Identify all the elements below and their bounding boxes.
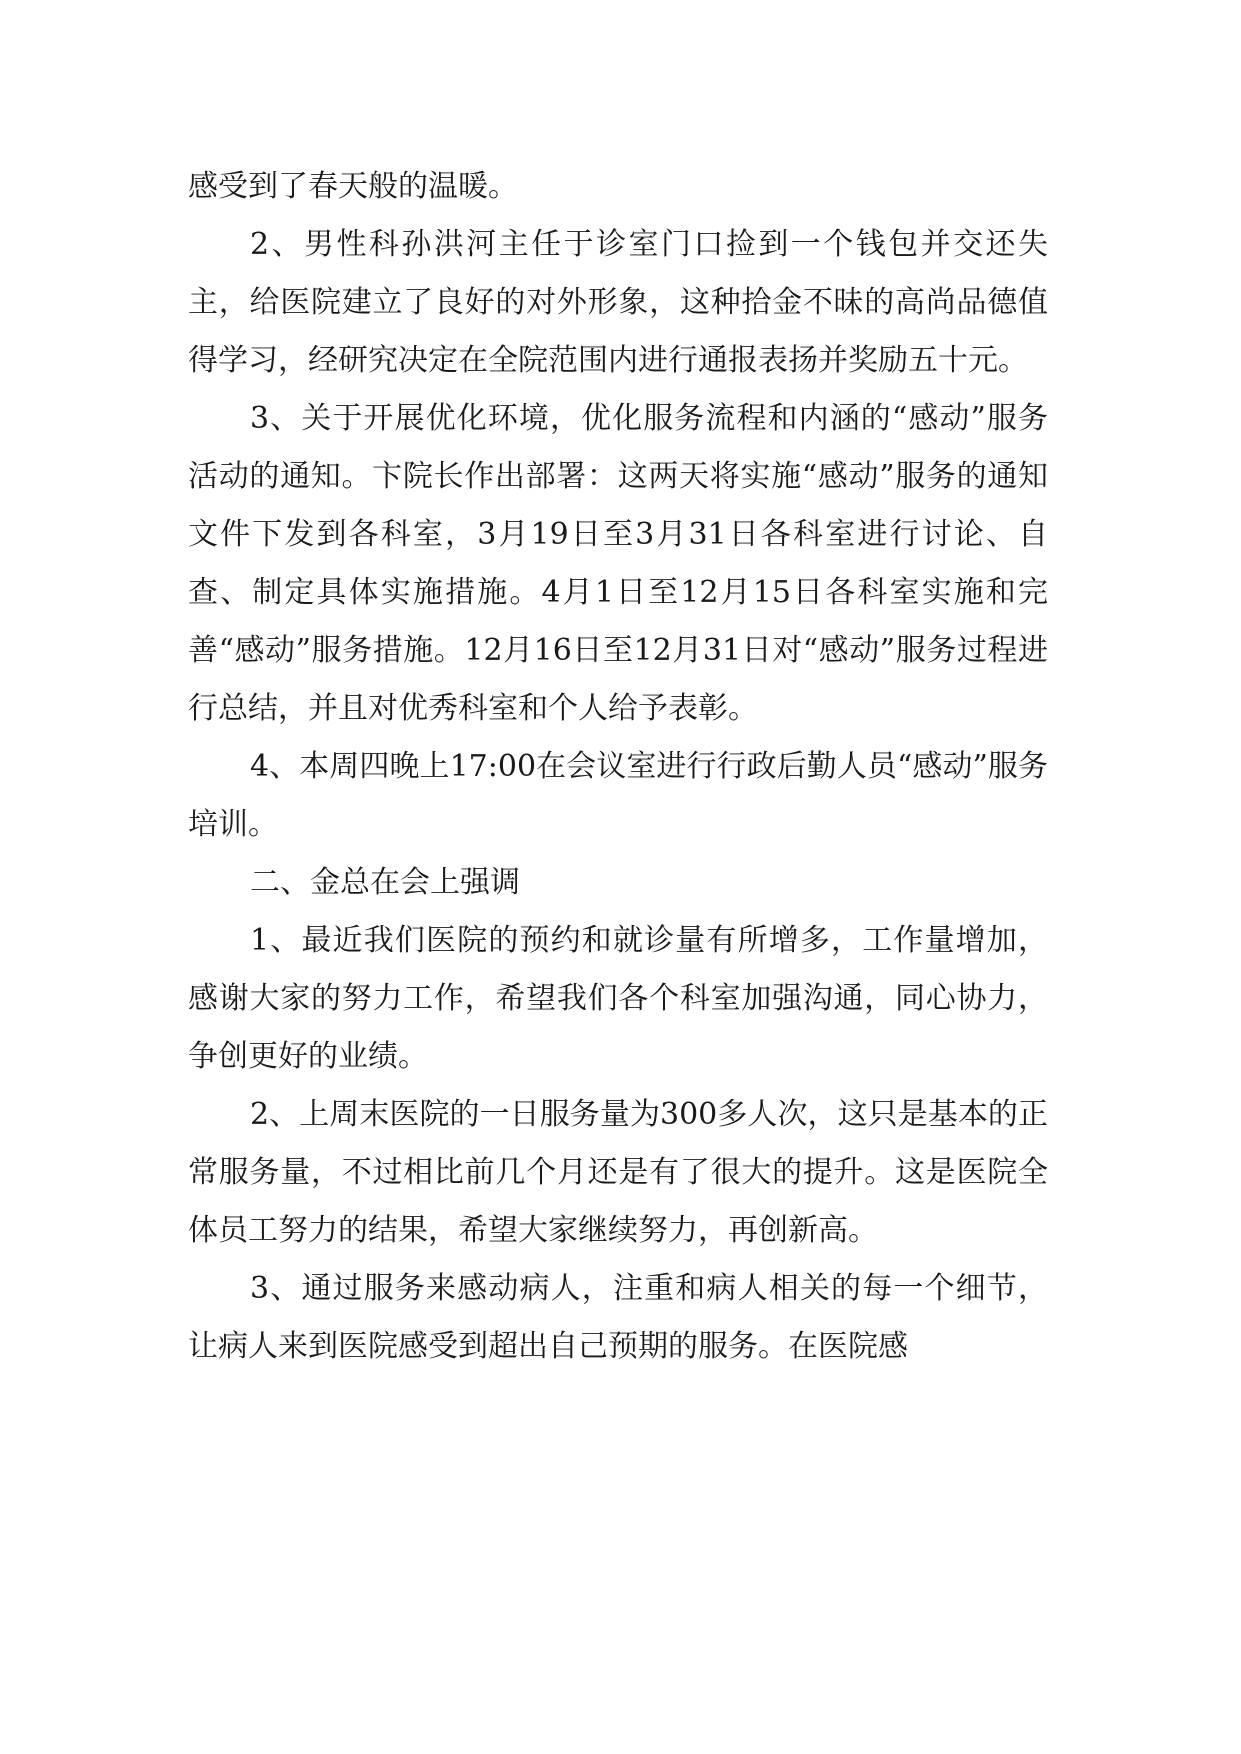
paragraph-item-service-volume: 2、上周末医院的一日服务量为300多人次，这只是基本的正常服务量，不过相比前几个月还是有了很大的提升。这是医院全体员工努力的结果，希望大家继续努力，再创新高。 (188, 1097, 1048, 1248)
paragraph-item-lost-wallet: 2、男性科孙洪河主任于诊室门口捡到一个钱包并交还失主，给医院建立了良好的对外形象，这种拾金不昧的高尚品德值得学习，经研究决定在全院范围内进行通报表扬并奖励五十元。 (188, 227, 1048, 378)
document-body (188, 158, 1048, 1376)
paragraph-item-training: 4、本周四晚上17:00在会议室进行行政后勤人员“感动”服务培训。 (188, 749, 1048, 842)
paragraph-item-patient-care: 3、通过服务来感动病人，注重和病人相关的每一个细节，让病人来到医院感受到超出自己预期的服务。在医院感 (188, 1271, 1048, 1364)
section-heading: 二、金总在会上强调 (250, 865, 520, 900)
paragraph-item-workload: 1、最近我们医院的预约和就诊量有所增多，工作量增加，感谢大家的努力工作，希望我们各个科室加强沟通，同心协力，争创更好的业绩。 (188, 923, 1048, 1074)
paragraph-item-service-notice: 3、关于开展优化环境，优化服务流程和内涵的“感动”服务活动的通知。卞院长作出部署：这两天将实施“感动”服务的通知文件下发到各科室，3月19日至3月31日各科室进行讨论、自查、制定具体实施措施。4月1日至12月15日各科室实施和完善“感动”服务措施。12月16日至12月31日对“感动”服务过程进行总结，并且对优秀科室和个人给予表彰。 (188, 401, 1048, 726)
paragraph-continuation: 感受到了春天般的温暖。 (188, 169, 518, 204)
